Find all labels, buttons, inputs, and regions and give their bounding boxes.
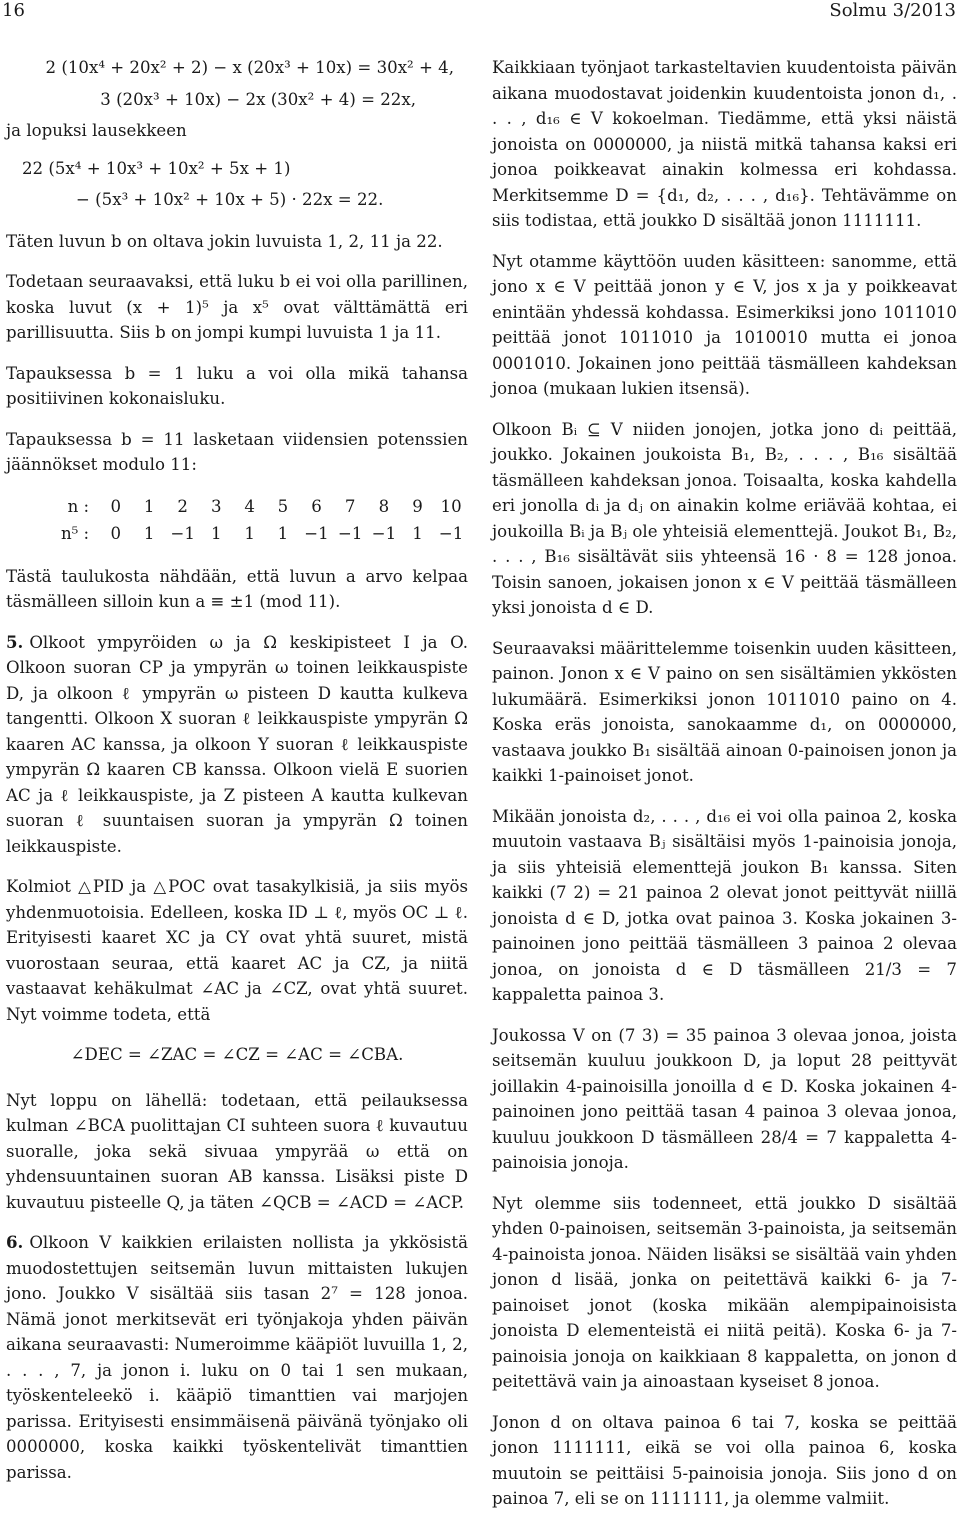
- row-label-n: n :: [67, 496, 90, 516]
- paragraph-b11: Tapauksessa b = 11 lasketaan viidensien potenssien jäännökset modulo 11:: [6, 429, 468, 474]
- paragraph-lopuksi: ja lopuksi lausekkeen: [6, 121, 187, 140]
- paragraph-loppu: Nyt loppu on lähellä: todetaan, että peilauksessa kulman ∠BCA puolittajan CI suhteen suora ℓ kuvautuu suoralle, joka sekä sivuaa ympyrää ω että on yhdensuuntainen suoran AB kanssa. Lisäksi piste D kuvautuu pisteelle Q, ja täten ∠QCB = ∠ACD = ∠ACP.: [6, 1090, 468, 1212]
- problem-6: [6, 1230, 468, 1485]
- table-cell: 1: [412, 524, 423, 543]
- paragraph-parillinen: Todetaan seuraavaksi, että luku b ei voi olla parillinen, koska luvut (x + 1)⁵ ja x⁵ ovat välttämättä eri parillisuutta. Siis b on jompi kumpi luvuista 1 ja 11.: [6, 272, 468, 342]
- problem-6-text: Olkoon V kaikkien erilaisten nollista ja ykkösistä muodostettujen seitsemän luvun mittaisten lukujen jono. Joukko V sisältää siis tasan 2⁷ = 128 jonoa. Nämä jonot merkitsevät eri työnjakoja yhden päivän aikana seuraavasti: Numeroimme kääpiöt luvuilla 1, 2, . . . , 7, ja jonon i. luku on 0 tai 1 sen mukaan, työskenteleekö i. kääpiö timanttien vai marjojen parissa. Erityisesti ensimmäisenä päivänä työnjako oli 0000000, koska kaikki työskentelivät timanttien parissa.: [6, 1233, 468, 1482]
- equation-4: − (5x³ + 10x² + 10x + 5) · 22x = 22.: [76, 190, 384, 209]
- table-cell: 3: [210, 496, 222, 516]
- paragraph-taulukosta: Tästä taulukosta nähdään, että luvun a arvo kelpaa täsmälleen silloin kun a ≡ ±1 (mod 11).: [6, 566, 468, 611]
- table-cell: −1: [170, 524, 195, 543]
- paragraph-r6: Joukossa V on (7 3) = 35 painoa 3 olevaa jonoa, joista seitsemän kuuluu joukkoon D, ja loput 28 peittyvät joillakin 4-painoisilla jonoilla d ∈ D. Koska jokainen 4-painoinen jono peittää tasan 4 painoa 3 olevaa jonoa, kuuluu joukkoon D täsmälleen 28/4 = 7 kappaletta 4-painoisia jonoja.: [492, 1025, 957, 1172]
- problem-6-number: 6.: [6, 1232, 24, 1252]
- table-cell: 6: [311, 496, 322, 516]
- table-cell: 8: [378, 496, 390, 516]
- paragraph-r8: Jonon d on oltava painoa 6 tai 7, koska se peittää jonon 1111111, eikä se voi olla painoa 6, koska muutoin se peittäisi 5-painoisia jonoja. Siis jono d on painoa 7, eli se on 1111111, ja olemme valmiit.: [492, 1412, 957, 1508]
- equation-5: ∠DEC = ∠ZAC = ∠CZ = ∠AC = ∠CBA.: [70, 1045, 404, 1064]
- paragraph-r7: Nyt olemme siis todenneet, että joukko D sisältää yhden 0-painoisen, seitsemän 3-painoista, ja seitsemän 4-painoista jonoa. Näiden lisäksi se sisältää vain yhden jonon d lisää, jonka on peitettävä kaikki 6- ja 7-painoiset jonot (koska mikään alempipainoisista jonoista D elementeistä ei niitä peitä). Koska 6- ja 7-painoisia jonoja on kaikkiaan 8 kappaletta, on jonon d peitettävä vain ja ainoastaan kyseiset 8 jonoa.: [492, 1193, 957, 1391]
- problem-5-text: Olkoot ympyröiden ω ja Ω keskipisteet I ja O. Olkoon suoran CP ja ympyrän ω toinen leikkauspiste D, ja olkoon ℓ ympyrän ω pisteen D kautta kulkeva tangentti. Olkoon X suoran ℓ leikkauspiste ympyrän Ω kaaren AC kanssa, ja olkoon Y suoran ℓ leikkauspiste ympyrän Ω kaaren CB kanssa. Olkoon vielä E suorien AC ja ℓ leikkauspiste, ja Z pisteen A kautta kulkevan suoran ℓ suuntaisen suoran ja ympyrän Ω toinen leikkauspiste.: [6, 632, 468, 856]
- right-column: [492, 55, 957, 1527]
- table-cell: −1: [304, 524, 329, 543]
- table-cell: 7: [344, 496, 356, 516]
- problem-5: [6, 630, 468, 860]
- table-cell: 1: [244, 524, 255, 543]
- left-column: [6, 55, 468, 1500]
- table-cell: 10: [440, 496, 462, 516]
- paragraph-r4: Seuraavaksi määrittelemme toisenkin uuden käsitteen, painon. Jonon x ∈ V paino on sen sisältämien ykkösten lukumäärä. Esimerkiksi jonon 1011010 paino on 4. Koska eräs jonoista, sanokaamme d₁, on 0000000, vastaava joukko B₁ sisältää ainoan 0-painoisen jonon ja kaikki 1-painoiset jonot.: [492, 638, 957, 785]
- row-label-n5: n⁵ :: [60, 524, 90, 543]
- paragraph-b1: Tapauksessa b = 1 luku a voi olla mikä tahansa positiivinen kokonaisluku.: [6, 363, 468, 408]
- table-cell: −1: [337, 524, 363, 543]
- table-cell: 1: [277, 524, 289, 543]
- table-cell: 1: [143, 496, 155, 516]
- table-cell: −1: [438, 524, 464, 543]
- paragraph-r2: Nyt otamme käyttöön uuden käsitteen: sanomme, että jono x ∈ V peittää jonon y ∈ V, jos x ja y poikkeavat enintään yhdessä kohdassa. Esimerkiksi jono 1011010 peittää jonot 1011010 ja 1010010 mutta ei jonoa 0001010. Jokainen jono peittää täsmälleen kahdeksan jonoa (mukaan lukien itsensä).: [492, 251, 957, 398]
- table-cell: 4: [244, 496, 255, 516]
- table-cell: 0: [110, 496, 122, 516]
- table-cell: 1: [210, 524, 222, 543]
- paragraph-r3: Olkoon Bᵢ ⊆ V niiden jonojen, jotka jono dᵢ peittää, joukko. Jokainen joukoista B₁, B₂, . . . , B₁₆ sisältää täsmälleen kahdeksan jonoa. Toisaalta, koska kahdella eri jonolla dᵢ ja dⱼ on ainakin kolme eriävää kohtaa, ei joukoilla Bᵢ ja Bⱼ ole yhteisiä elementtejä. Joukot B₁, B₂, . . . , B₁₆ sisältävät siis yhteensä 16 · 8 = 128 jonoa. Toisin sanoen, jokaisen jonon x ∈ V peittää täsmälleen yksi jonoista d ∈ D.: [492, 419, 957, 617]
- table-cell: 5: [277, 496, 289, 516]
- equation-3: 22 (5x⁴ + 10x³ + 10x² + 5x + 1): [22, 158, 291, 178]
- table-cell: −1: [371, 524, 397, 543]
- table-cell: 2: [177, 496, 188, 516]
- page-number: 16: [2, 0, 25, 21]
- table-cell: 1: [143, 524, 155, 543]
- table-row-n5: [42, 520, 468, 548]
- table-cell: 0: [110, 524, 122, 543]
- table-row-n: [42, 493, 468, 521]
- page-header: [0, 0, 960, 24]
- table-cell: 9: [412, 496, 423, 516]
- paragraph-r5: Mikään jonoista d₂, . . . , d₁₆ ei voi olla painoa 2, koska muutoin vastaava Bⱼ sisältäisi myös 1-painoisia jonoja, ja siis yhteisiä elementtejä joukon B₁ kanssa. Siten kaikki (7 2) = 21 painoa 2 olevat jonot peittyvät niillä jonoista d ∈ D, jotka ovat painoa 3. Koska jokainen 3-painoinen jono peittää täsmälleen 3 painoa 2 olevaa jonoa, on jonoista d ∈ D täsmälleen 21/3 = 7 kappaletta painoa 3.: [492, 806, 957, 1004]
- issue-label: Solmu 3/2013: [829, 0, 956, 21]
- equation-1: 2 (10x⁴ + 20x² + 2) − x (20x³ + 10x) = 30x² + 4,: [45, 58, 454, 77]
- paragraph-b-luvuista: Täten luvun b on oltava jokin luvuista 1, 2, 11 ja 22.: [6, 231, 443, 251]
- problem-5-number: 5.: [6, 631, 24, 652]
- paragraph-r1: Kaikkiaan työnjaot tarkasteltavien kuudentoista päivän aikana muodostavat joidenkin kuudentoista jonon d₁, . . . , d₁₆ ∈ V kokoelman. Tiedämme, että yksi näistä jonoista on 0000000, ja niistä mitkä tahansa kaksi eri jonoa poikkeavat ainakin kolmessa eri kohdassa. Merkitsemme D = {d₁, d₂, . . . , d₁₆}. Tehtävämme on siis todistaa, että joukko D sisältää jonon 1111111.: [492, 58, 957, 230]
- equation-2: 3 (20x³ + 10x) − 2x (30x² + 4) = 22x,: [100, 89, 416, 109]
- paragraph-kolmiot: Kolmiot △PID ja △POC ovat tasakylkisiä, ja siis myös yhdenmuotoisia. Edelleen, koska ID ⊥ ℓ, myös OC ⊥ ℓ. Erityisesti kaaret XC ja CY ovat yhtä suuret, mistä vuorostaan seuraa, että kaaret AC ja CZ, ja niitä vastaavat kehäkulmat ∠AC ja ∠CZ, ovat yhtä suuret. Nyt voimme todeta, että: [6, 877, 468, 1024]
- residue-table: [42, 493, 468, 548]
